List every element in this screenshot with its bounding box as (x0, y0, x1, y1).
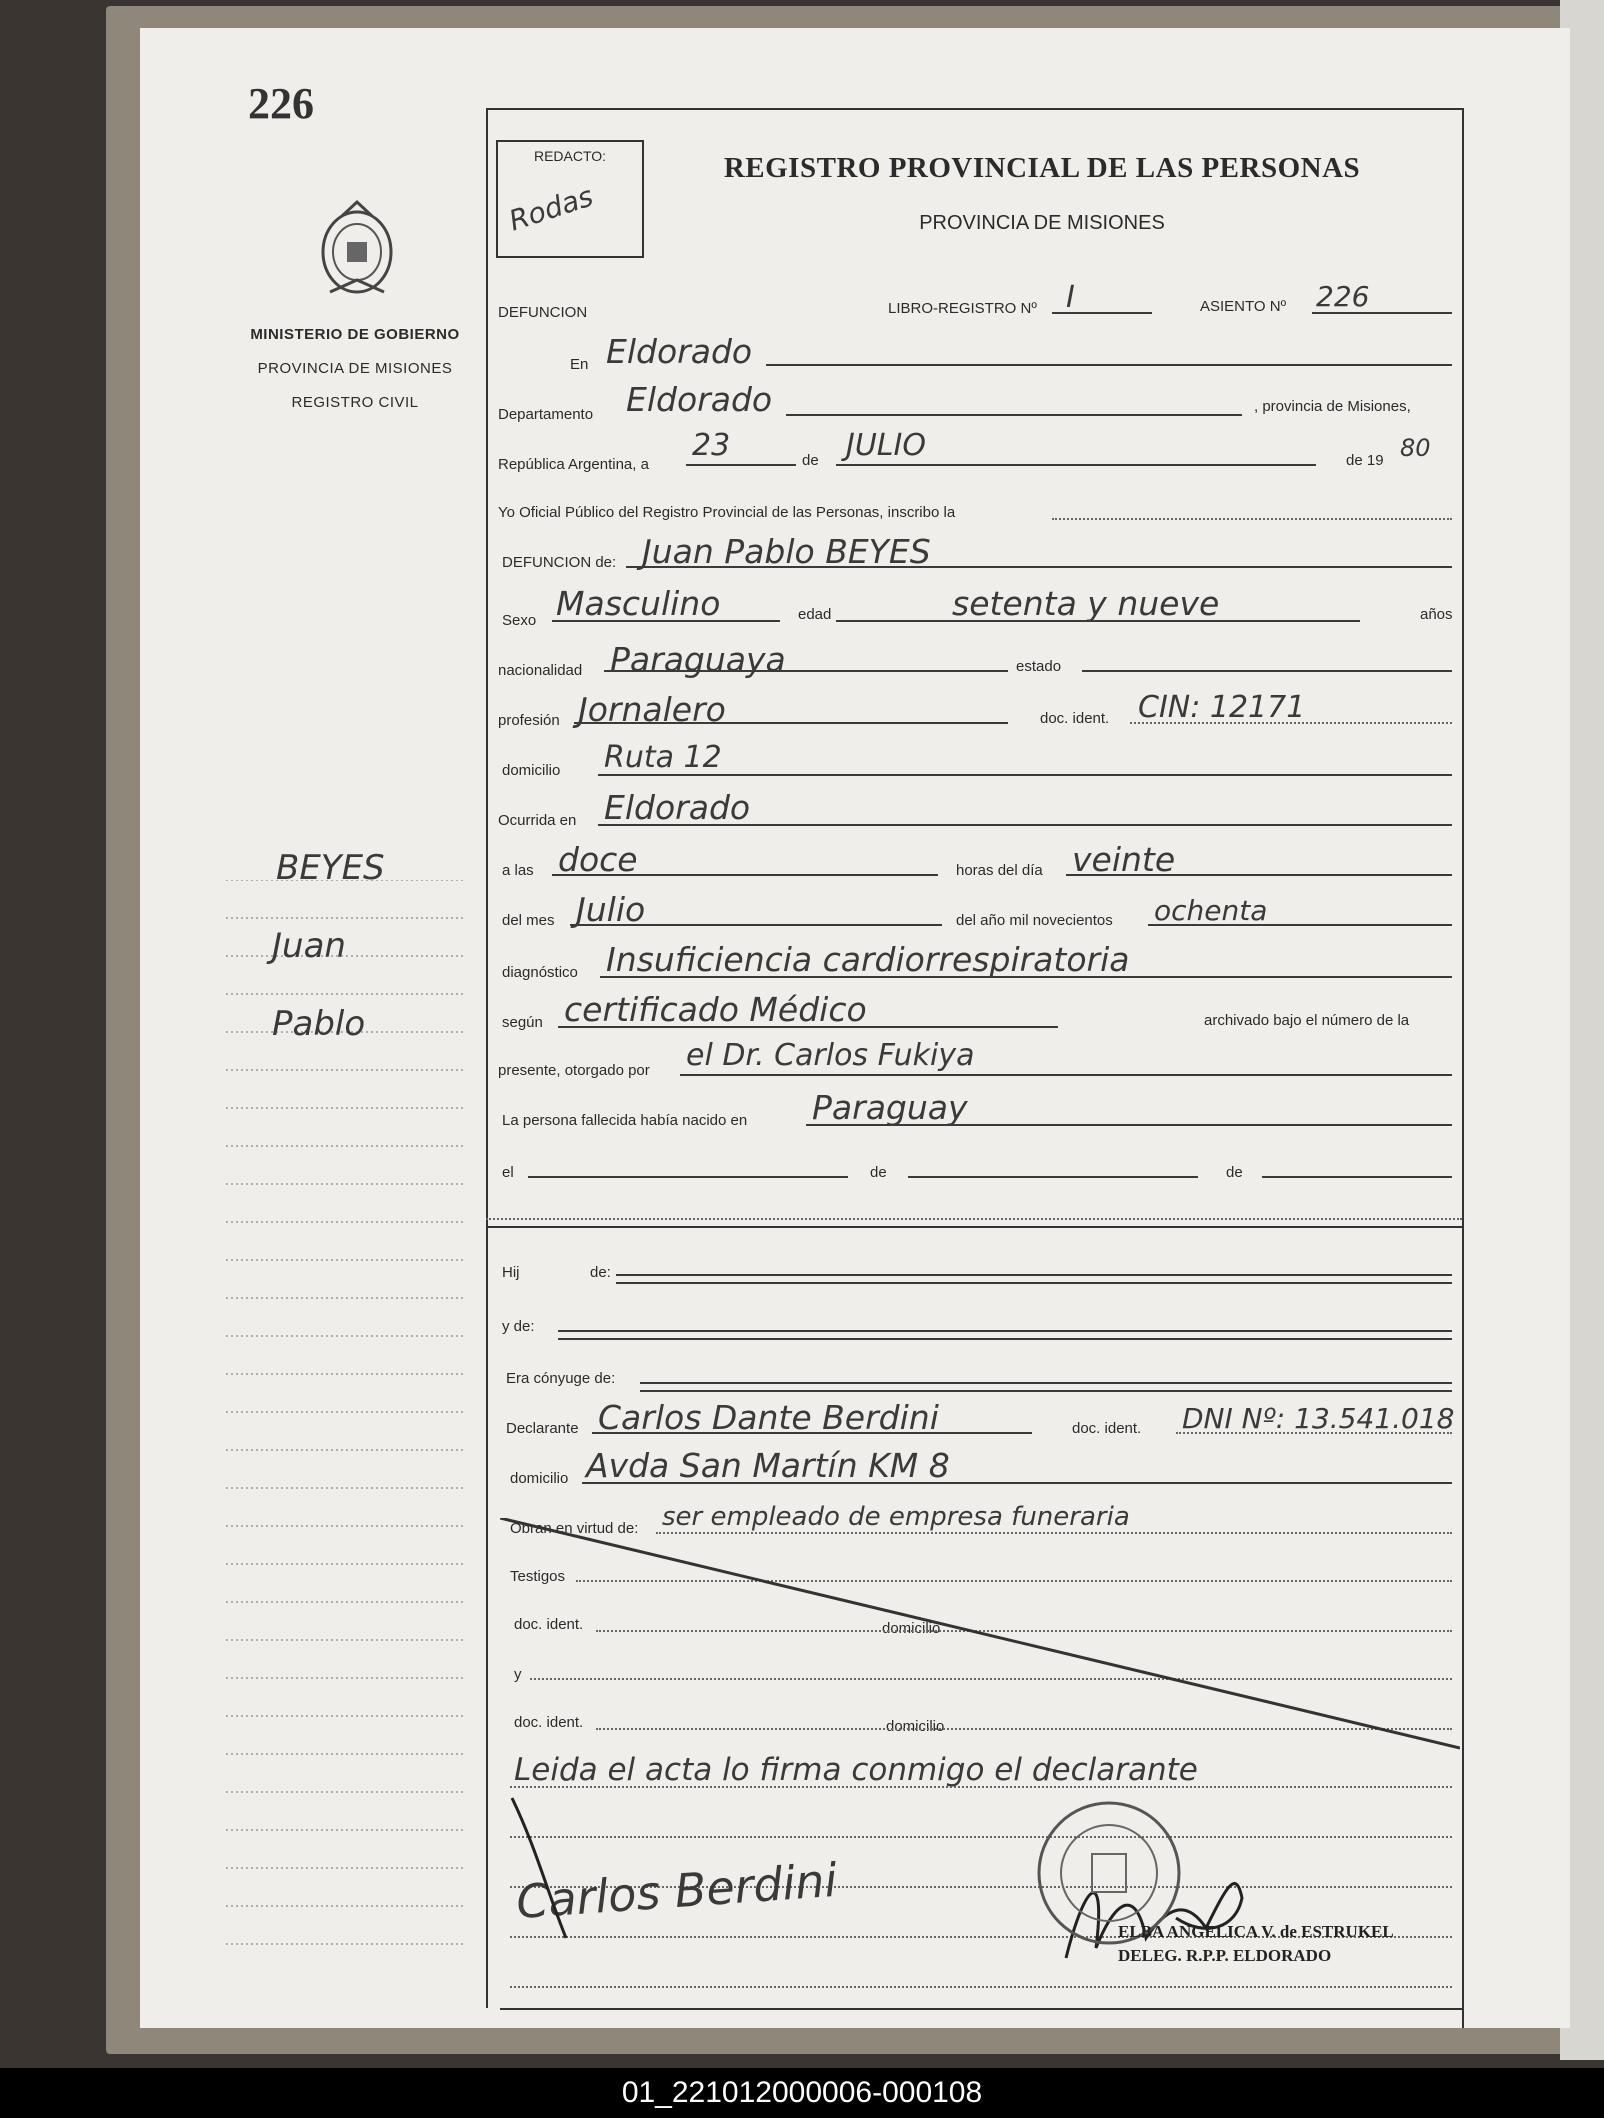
notary-post: DELEG. R.P.P. ELDORADO (1118, 1946, 1332, 1965)
month-line (836, 464, 1316, 466)
closing-statement: Leida el acta lo firma conmigo el declarante (514, 1752, 1198, 1788)
redacto-label: REDACTO: (533, 148, 607, 164)
year-value: 80 (1400, 434, 1431, 462)
de2-label: de (1226, 1164, 1243, 1181)
en-line (766, 364, 1452, 366)
departamento-value: Eldorado (626, 380, 773, 419)
ocurrida-line (598, 824, 1452, 826)
hij-label: Hij (502, 1264, 520, 1281)
declarante-label: Declarante (506, 1420, 579, 1437)
nacionalidad-label: nacionalidad (498, 662, 583, 679)
defuncion-de-label: DEFUNCION de: (502, 554, 617, 571)
el-line (528, 1176, 848, 1178)
obran-label: Obran en virtud de: (510, 1520, 639, 1537)
presente-line (680, 1074, 1452, 1076)
marginal-surname: BEYES (276, 848, 385, 888)
y-de-label: y de: (502, 1318, 535, 1335)
edad-value: setenta y nueve (952, 584, 1220, 623)
ministry-line: MINISTERIO DE GOBIERNO (250, 326, 460, 343)
estado-label: estado (1016, 658, 1062, 675)
form-right-border (1462, 108, 1464, 2028)
day-value: 23 (692, 428, 731, 463)
deceased-name: Juan Pablo BEYES (642, 532, 931, 571)
ocurrida-label: Ocurrida en (498, 812, 577, 829)
departamento-line (786, 414, 1242, 416)
declarante-doc-line (1176, 1432, 1452, 1434)
nacido-value: Paraguay (812, 1088, 968, 1127)
redacto-box (496, 140, 644, 258)
redacto-signature: Rodas (505, 179, 598, 238)
nacionalidad-value: Paraguaya (610, 640, 786, 679)
hij-de-label: de: (590, 1264, 611, 1281)
civil-registry-line: REGISTRO CIVIL (291, 394, 419, 411)
profesion-line (574, 722, 1008, 724)
declarante-line (592, 1432, 1032, 1434)
a-las-value: doce (558, 840, 638, 879)
day-line (686, 464, 796, 466)
edad-label: edad (798, 606, 832, 623)
record-type: DEFUNCION (498, 304, 588, 321)
obran-value: ser empleado de empresa funeraria (662, 1502, 1130, 1532)
cancel-strike-line (500, 1518, 1460, 1758)
profesion-label: profesión (498, 712, 560, 729)
conyuge-label: Era cónyuge de: (506, 1370, 616, 1387)
doc-ident-line (1130, 722, 1452, 724)
hij-line (616, 1274, 1452, 1276)
del-mes-value: Julio (576, 890, 646, 929)
testigo-doc2-label: doc. ident. (514, 1714, 584, 1731)
form-top-border (486, 108, 1462, 110)
el-label: el (502, 1164, 514, 1181)
marginal-name-2: Pablo (272, 1004, 366, 1044)
form-left-border (486, 108, 488, 2008)
sexo-value: Masculino (556, 584, 721, 623)
horas-label: horas del día (956, 862, 1043, 879)
domicilio-label: domicilio (502, 762, 561, 779)
sexo-label: Sexo (502, 612, 537, 629)
diagnostico-value: Insuficiencia cardiorrespiratoria (606, 940, 1130, 979)
section-divider-dots (486, 1218, 1462, 1220)
a-las-label: a las (502, 862, 534, 879)
conyuge-line (640, 1382, 1452, 1384)
en-value: Eldorado (606, 332, 753, 371)
decl-domicilio-line (582, 1482, 1452, 1484)
y-de-line-2 (558, 1338, 1452, 1340)
nacido-label: La persona fallecida había nacido en (502, 1112, 748, 1129)
y-de-line (558, 1330, 1452, 1332)
marginal-name-1: Juan (272, 926, 346, 966)
presente-value: el Dr. Carlos Fukiya (686, 1038, 975, 1073)
form-bottom-border (500, 2008, 1462, 2010)
register-subtitle: PROVINCIA DE MISIONES (919, 212, 1165, 234)
decl-domicilio-value: Avda San Martín KM 8 (586, 1446, 950, 1485)
death-record-form (486, 108, 1464, 2038)
deceased-name-line (626, 566, 1452, 568)
segun-value: certificado Médico (564, 990, 867, 1029)
notary-name: ELBA ANGELICA V. de ESTRUKEL (1118, 1922, 1394, 1941)
a-las-line (552, 874, 938, 876)
nacionalidad-line (604, 670, 1008, 672)
estado-line (1082, 670, 1452, 672)
presente-label: presente, otorgado por (498, 1062, 650, 1079)
declarante-signature: Carlos Berdini (514, 1852, 839, 1930)
anio-mil-label: del año mil novecientos (956, 912, 1113, 929)
signature-flourish (506, 1788, 586, 1948)
signature-line-1 (510, 1836, 1452, 1838)
asiento-value: 226 (1316, 280, 1370, 313)
doc-ident-label: doc. ident. (1040, 710, 1110, 727)
province-line: PROVINCIA DE MISIONES (257, 360, 453, 377)
horas-line (1066, 874, 1452, 876)
hij-line-2 (616, 1282, 1452, 1284)
testigos-label: Testigos (510, 1568, 566, 1585)
register-title: REGISTRO PROVINCIAL DE LAS PERSONAS (723, 152, 1361, 184)
horas-value: veinte (1072, 840, 1176, 879)
de1-label: de (870, 1164, 887, 1181)
provincia-label: , provincia de Misiones, (1254, 398, 1411, 415)
edad-line (836, 620, 1360, 622)
del-mes-line (570, 924, 942, 926)
archivado-label: archivado bajo el número de la (1204, 1012, 1410, 1029)
testigo-doc-label: doc. ident. (514, 1616, 584, 1633)
de-label: de (802, 452, 819, 469)
anio-mil-line (1148, 924, 1452, 926)
testigo-y-label: y (514, 1666, 522, 1683)
en-label: En (570, 356, 589, 373)
doc-ident-value: CIN: 12171 (1138, 690, 1306, 725)
image-caption: 01_221012000006-000108 (0, 2068, 1604, 2118)
anos-label: años (1420, 606, 1453, 623)
year-label: de 19 (1346, 452, 1384, 469)
declarante-doc-label: doc. ident. (1072, 1420, 1142, 1437)
domicilio-line (598, 774, 1452, 776)
profesion-value: Jornalero (578, 690, 726, 729)
republica-label: República Argentina, a (498, 456, 649, 473)
conyuge-line-2 (640, 1390, 1452, 1392)
nacido-line (806, 1124, 1452, 1126)
notary-stamp (1118, 1920, 1394, 1968)
diagnostico-line (600, 976, 1452, 978)
diagnostico-label: diagnóstico (502, 964, 578, 981)
sexo-line (552, 620, 780, 622)
oficial-line (1052, 518, 1452, 520)
signature-line-4 (510, 1986, 1452, 1988)
del-mes-label: del mes (502, 912, 555, 929)
section-divider (486, 1226, 1462, 1228)
declarante-value: Carlos Dante Berdini (598, 1398, 939, 1437)
ministry-header (230, 318, 480, 420)
libro-label: LIBRO-REGISTRO Nº (888, 300, 1037, 317)
oficial-text: Yo Oficial Público del Registro Provincial de las Personas, inscribo la (498, 504, 956, 521)
decl-domicilio-label: domicilio (510, 1470, 569, 1487)
segun-label: según (502, 1014, 543, 1031)
month-value: JULIO (846, 428, 926, 463)
domicilio-value: Ruta 12 (604, 740, 722, 775)
libro-line (1052, 312, 1152, 314)
folio-number: 226 (248, 79, 314, 128)
declarante-doc-value: DNI Nº: 13.541.018 (1182, 1402, 1455, 1435)
closing-line (510, 1786, 1452, 1788)
coat-of-arms-icon (312, 196, 402, 300)
testigo-domicilio-label: domicilio (882, 1620, 941, 1637)
de1-line (908, 1176, 1198, 1178)
de2-line (1262, 1176, 1452, 1178)
asiento-label: ASIENTO Nº (1200, 298, 1287, 315)
departamento-label: Departamento (498, 406, 594, 423)
testigo-domicilio2-label: domicilio (886, 1718, 945, 1735)
segun-line (558, 1026, 1058, 1028)
asiento-line (1312, 312, 1452, 314)
libro-value: I (1066, 280, 1075, 315)
anio-mil-value: ochenta (1154, 894, 1268, 927)
ocurrida-value: Eldorado (604, 788, 751, 827)
